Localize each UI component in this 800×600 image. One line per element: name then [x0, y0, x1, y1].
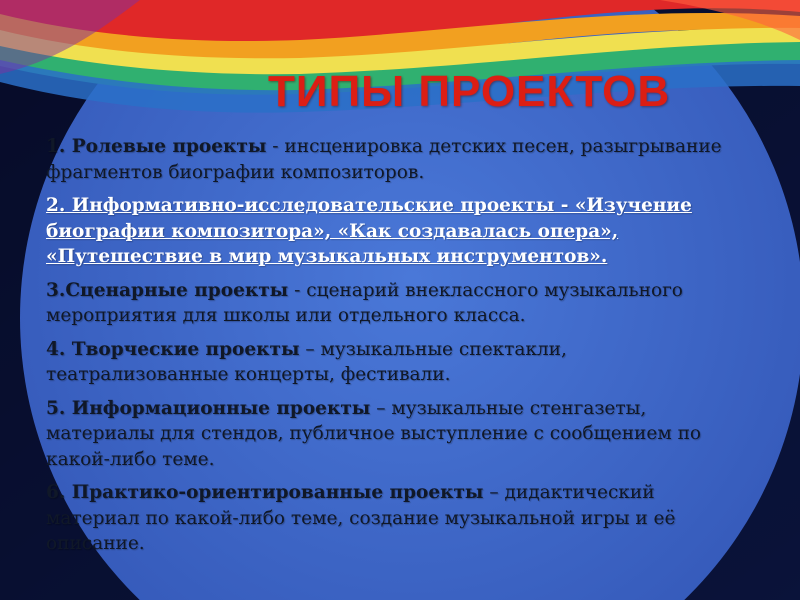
item-number: 4. — [46, 338, 72, 360]
item-description: – музыкальные стенгазеты, материалы для стендов, публичное выступление с сообщением по какой-либо теме. — [46, 397, 702, 470]
item-number: 5. — [46, 397, 72, 419]
item-name: Творческие проекты — [71, 338, 300, 360]
list-item — [46, 337, 746, 388]
item-description: – дидактический материал по какой-либо теме, создание музыкальной игры и её описание. — [46, 482, 676, 554]
item-number: 3. — [46, 279, 66, 301]
item-description: - сценарий внеклассного музыкального мероприятия для школы или отдельного класса. — [46, 279, 683, 326]
project-types-list — [46, 134, 746, 565]
item-number: 1. — [46, 136, 72, 157]
list-item — [46, 134, 746, 185]
item-name: Практико-ориентированные проекты — [71, 482, 484, 503]
item-name: Информационные проекты — [71, 397, 371, 419]
list-item — [46, 278, 746, 329]
item-name: Ролевые проекты — [71, 136, 267, 157]
item-description: – музыкальные спектакли, театрализованные концерты, фестивали. — [46, 338, 567, 385]
list-item — [46, 480, 746, 557]
slide-title: ТИПЫ ПРОЕКТОВ — [268, 67, 671, 116]
list-item — [46, 396, 746, 473]
hyperlink-item[interactable]: 2. Информативно-исследовательские проекты - «Изучение биографии композитора», «Как создавалась опера», «Путешествие в мир музыкальных инструментов». — [46, 195, 692, 267]
item-description: - инсценировка детских песен, разыгрывание фрагментов биографии композиторов. — [46, 136, 722, 183]
item-name: Сценарные проекты — [65, 279, 289, 301]
item-number: 6. — [46, 482, 72, 503]
